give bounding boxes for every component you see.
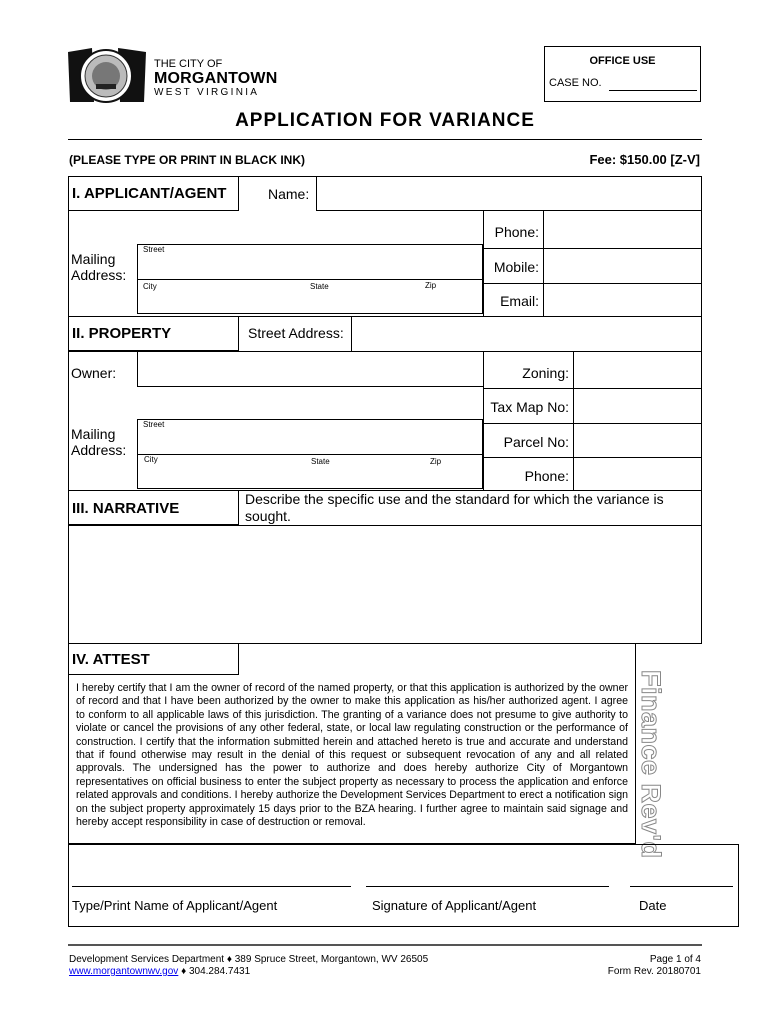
tax-map-field[interactable] (574, 389, 701, 422)
section3-heading: III. NARRATIVE (72, 500, 180, 517)
date-line (630, 886, 733, 887)
sig-name-label: Type/Print Name of Applicant/Agent (72, 898, 278, 913)
street-address-label: Street Address: (248, 325, 344, 341)
city-line-1: THE CITY OF (154, 58, 223, 70)
applicant-email-label: Email: (500, 293, 539, 309)
footer-phone: ♦ 304.284.7431 (178, 966, 251, 977)
name-signature-line (72, 886, 351, 887)
applicant-zip-label: Zip (425, 281, 437, 290)
applicant-mobile-field[interactable] (544, 249, 701, 282)
applicant-email-field[interactable] (544, 284, 701, 315)
owner-state-label: State (311, 457, 330, 466)
applicant-state-label: State (310, 282, 329, 291)
applicant-phone-label: Phone: (494, 224, 539, 240)
sig-signature-label: Signature of Applicant/Agent (372, 898, 537, 913)
title-rule (68, 139, 702, 140)
footer-department: Development Services Department ♦ 389 Spruce Street, Morgantown, WV 26505 (69, 954, 429, 965)
tax-map-label: Tax Map No: (490, 399, 569, 415)
section1-heading: I. APPLICANT/AGENT (72, 185, 227, 202)
finance-revd-stamp: Finance Rev'd (636, 670, 666, 859)
applicant-mailing-2: Address: (71, 267, 127, 283)
owner-street-label: Street (143, 420, 165, 429)
narrative-field[interactable] (69, 526, 701, 643)
footer-rule (68, 944, 702, 946)
instruction-text: (PLEASE TYPE OR PRINT IN BLACK INK) (69, 153, 306, 167)
website-link[interactable]: www.morgantownwv.gov (69, 966, 179, 977)
city-line-2: MORGANTOWN (154, 70, 278, 87)
footer-rev: Form Rev. 20180701 (607, 966, 701, 977)
footer-contact (69, 966, 250, 977)
footer-page: Page 1 of 4 (649, 954, 701, 965)
signature-line (366, 886, 609, 887)
applicant-mobile-label: Mobile: (493, 259, 539, 275)
applicant-street-label: Street (143, 245, 165, 254)
owner-zip-label: Zip (430, 457, 442, 466)
city-seal-logo (64, 44, 148, 104)
zoning-field[interactable] (574, 352, 701, 387)
name-label: Name: (268, 186, 310, 202)
sig-date-label: Date (639, 898, 667, 913)
office-use-label: OFFICE USE (589, 55, 656, 67)
parcel-field[interactable] (574, 424, 701, 456)
section2-heading: II. PROPERTY (72, 325, 172, 342)
street-address-field[interactable] (352, 317, 701, 350)
parcel-label: Parcel No: (503, 434, 569, 450)
narrative-prompt: Describe the specific use and the standard for which the variance is sought. (245, 491, 664, 524)
fee-text: Fee: $150.00 [Z-V] (589, 152, 700, 167)
owner-label: Owner: (71, 365, 117, 381)
owner-mailing-2: Address: (71, 442, 127, 458)
owner-mailing-1: Mailing (71, 426, 116, 442)
zoning-label: Zoning: (522, 365, 569, 381)
case-no-line (609, 90, 697, 91)
applicant-phone-field[interactable] (544, 212, 701, 247)
page-title: APPLICATION FOR VARIANCE (235, 110, 535, 131)
owner-city-label: City (144, 455, 158, 464)
attest-statement: I hereby certify that I am the owner of record of the named property, or that this application is authorized by the owner of record and that I have been authorized by the owner to make this application as his/her authorized agent. I agree to conform to all applicable laws of this jurisdiction. The granting of a variance does not presume to give authority to violate or cancel the provisions of any other federal, state, or local law regulating construction or the performance of construction. I certify that the information submitted herein and attached hereto is true and accurate and understand that if found otherwise may result in the denial of this request or subsequent revocation of any and all related approvals. The undersigned has the power to authorize and does hereby authorize City of Morgantown representatives on official business to enter the subject property as necessary to process the application and enforce related approvals and conditions. I hereby authorize the Development Services Department to erect a notification sign on the subject property approximately 15 days prior to the BZA hearing. I further agree to maintain said signage and hereby accept responsibility in case of destruction or removal. (76, 682, 628, 829)
applicant-city-label: City (143, 282, 157, 291)
name-field[interactable] (316, 176, 702, 211)
applicant-mailing-1: Mailing (71, 251, 116, 267)
property-phone-label: Phone: (524, 468, 569, 484)
property-phone-field[interactable] (574, 458, 701, 489)
section4-heading: IV. ATTEST (72, 651, 150, 668)
owner-field[interactable] (138, 352, 482, 385)
case-no-label: CASE NO. (549, 77, 602, 89)
city-line-3: WEST VIRGINIA (154, 87, 260, 98)
